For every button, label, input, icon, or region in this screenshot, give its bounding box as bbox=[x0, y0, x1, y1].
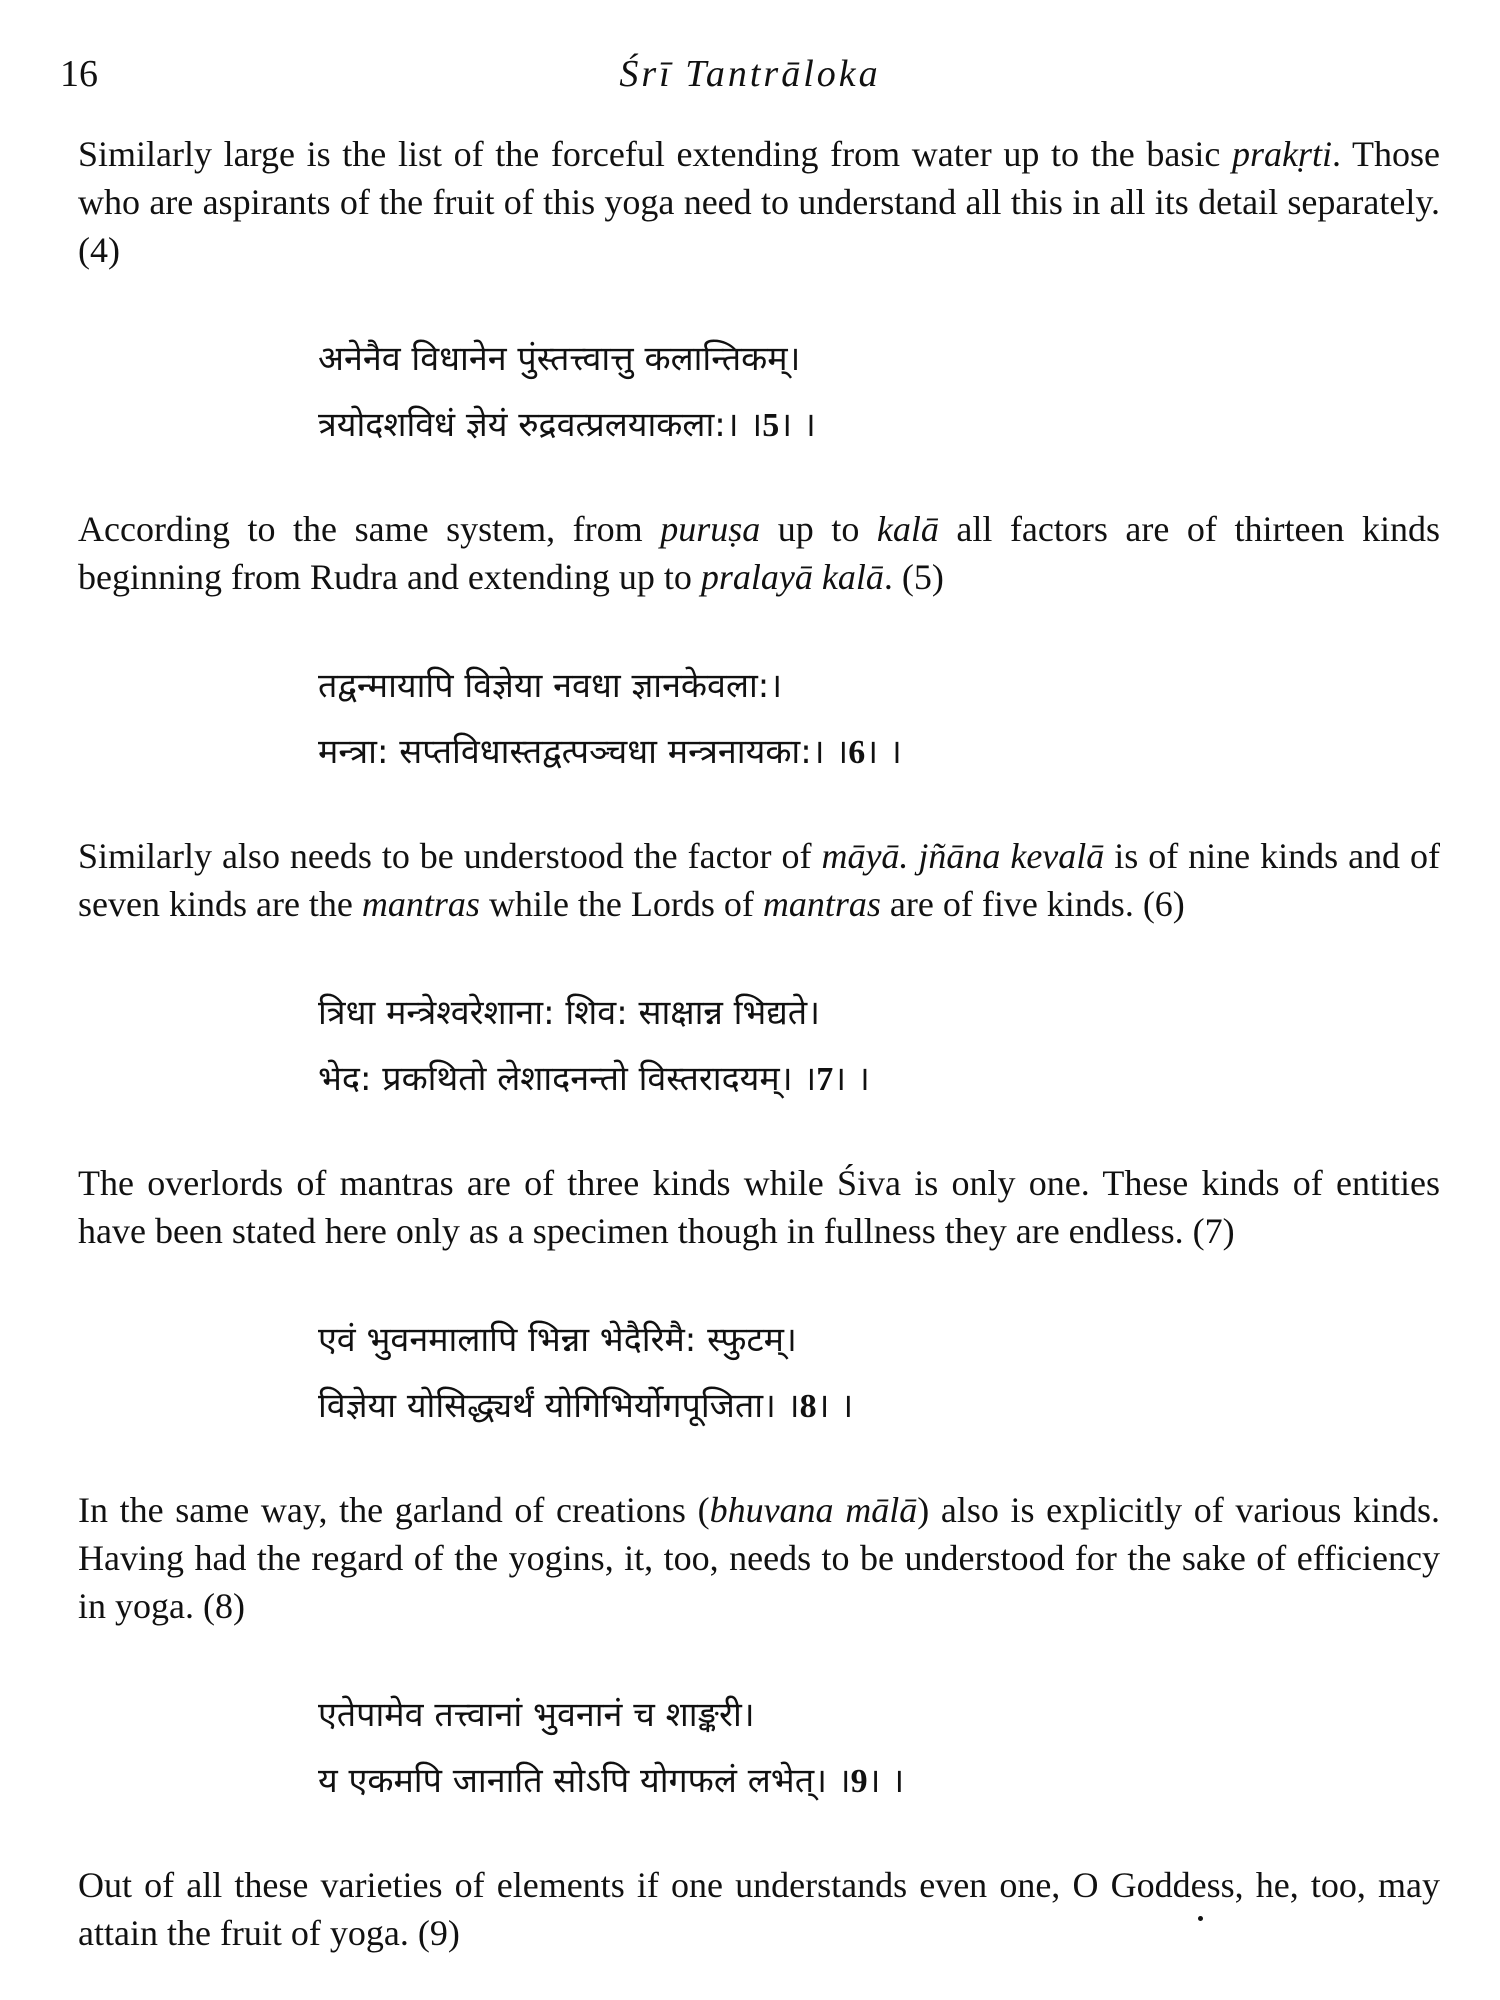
sanskrit-term: prakṛti bbox=[1232, 134, 1333, 174]
text-run: Similarly also needs to be understood the factor of bbox=[78, 836, 822, 876]
page-body bbox=[78, 130, 1440, 1957]
translation-paragraph bbox=[78, 1861, 1440, 1957]
verse-end-mark: । । bbox=[867, 1761, 905, 1801]
text-run: In the same way, the garland of creations ( bbox=[78, 1490, 710, 1530]
sanskrit-verse bbox=[318, 653, 1440, 786]
sanskrit-term: puruṣa bbox=[660, 509, 761, 549]
verse-text: त्रयोदशविधं ज्ञेयं रुद्रवत्प्रलयाकला:। । bbox=[318, 405, 763, 445]
verse-line bbox=[318, 719, 1440, 786]
sanskrit-verse bbox=[318, 1307, 1440, 1440]
translation-paragraph bbox=[78, 505, 1440, 601]
text-run: ) also is explicitly of various kinds. Having had the regard of the yogins, it, too, needs to be understood for the sake of efficiency in yoga. (8) bbox=[78, 1490, 1441, 1626]
translation-paragraph bbox=[78, 1486, 1440, 1630]
text-run: The overlords of mantras are of three kinds while Śiva is only one. These kinds of entities have been stated here only as a specimen though in fullness they are endless. (7) bbox=[78, 1163, 1440, 1251]
verse-number: 5 bbox=[762, 407, 780, 444]
verse-end-mark: । । bbox=[833, 1059, 870, 1099]
verse-line: एतेपामेव तत्त्वानां भुवनानं च शाङ्करी। bbox=[318, 1695, 755, 1735]
sanskrit-term: mantras bbox=[762, 884, 881, 924]
verse-line: एवं भुवनमालापि भिन्ना भेदैरिमै: स्फुटम्। bbox=[318, 1320, 797, 1360]
sanskrit-verse bbox=[318, 326, 1440, 459]
verse-line: तद्वन्मायापि विज्ञेया नवधा ज्ञानकेवला:। bbox=[318, 666, 783, 706]
sanskrit-term: bhuvana mālā bbox=[709, 1490, 918, 1530]
text-run: . (5) bbox=[883, 557, 944, 597]
verse-line bbox=[318, 1046, 1440, 1113]
verse-line bbox=[318, 1748, 1440, 1815]
text-run: . Those who are aspirants of the fruit of this yoga need to understand all this in all its detail separately. (4) bbox=[78, 134, 1441, 270]
text-run: while the Lords of bbox=[479, 884, 763, 924]
verse-text: विज्ञेया योसिद्ध्यर्थं योगिभिर्योगपूजिता। । bbox=[318, 1386, 800, 1426]
verse-number: 9 bbox=[850, 1763, 868, 1800]
page-number: 16 bbox=[60, 53, 98, 95]
sanskrit-term: pralayā kalā bbox=[700, 557, 884, 597]
text-run: up to bbox=[760, 509, 877, 549]
page-header bbox=[60, 52, 1440, 102]
translation-paragraph bbox=[78, 1159, 1440, 1255]
text-run: Out of all these varieties of elements if one understands even one, O Goddess, he, too, may attain the fruit of yoga. (9) bbox=[78, 1865, 1440, 1953]
verse-end-mark: । । bbox=[865, 732, 902, 772]
verse-number: 8 bbox=[799, 1388, 817, 1425]
running-title: Śrī Tantrāloka bbox=[619, 53, 881, 95]
verse-line bbox=[318, 1373, 1440, 1440]
verse-end-mark: । । bbox=[816, 1386, 854, 1426]
verse-number: 6 bbox=[848, 734, 866, 771]
verse-text: मन्त्रा: सप्तविधास्तद्वत्पञ्चधा मन्त्रनायका:। । bbox=[318, 732, 849, 772]
text-run: all factors are of thirteen kinds beginning from Rudra and extending up to bbox=[78, 509, 1440, 597]
translation-paragraph bbox=[78, 130, 1440, 274]
sanskrit-term: māyā. jñāna kevalā bbox=[821, 836, 1105, 876]
text-run: are of five kinds. (6) bbox=[880, 884, 1185, 924]
sanskrit-verse bbox=[318, 980, 1440, 1113]
text-run: is of nine kinds and of seven kinds are the bbox=[78, 836, 1441, 924]
stray-mark bbox=[1198, 1916, 1203, 1921]
translation-paragraph bbox=[78, 832, 1440, 928]
verse-line: अनेनैव विधानेन पुंस्तत्त्वात्तु कलान्तिकम्। bbox=[318, 339, 801, 379]
verse-text: भेद: प्रकथितो लेशादनन्तो विस्तरादयम्। । bbox=[318, 1059, 817, 1099]
verse-line: त्रिधा मन्त्रेश्वरेशाना: शिव: साक्षान्न भिद्यते। bbox=[318, 993, 821, 1033]
sanskrit-verse bbox=[318, 1682, 1440, 1815]
sanskrit-term: kalā bbox=[876, 509, 939, 549]
verse-line bbox=[318, 392, 1440, 459]
text-run: According to the same system, from bbox=[78, 509, 661, 549]
text-run: Similarly large is the list of the forceful extending from water up to the basic bbox=[78, 134, 1232, 174]
verse-number: 7 bbox=[816, 1061, 834, 1098]
sanskrit-term: mantras bbox=[361, 884, 480, 924]
verse-end-mark: । । bbox=[779, 405, 816, 445]
verse-text: य एकमपि जानाति सोऽपि योगफलं लभेत्। । bbox=[318, 1761, 851, 1801]
